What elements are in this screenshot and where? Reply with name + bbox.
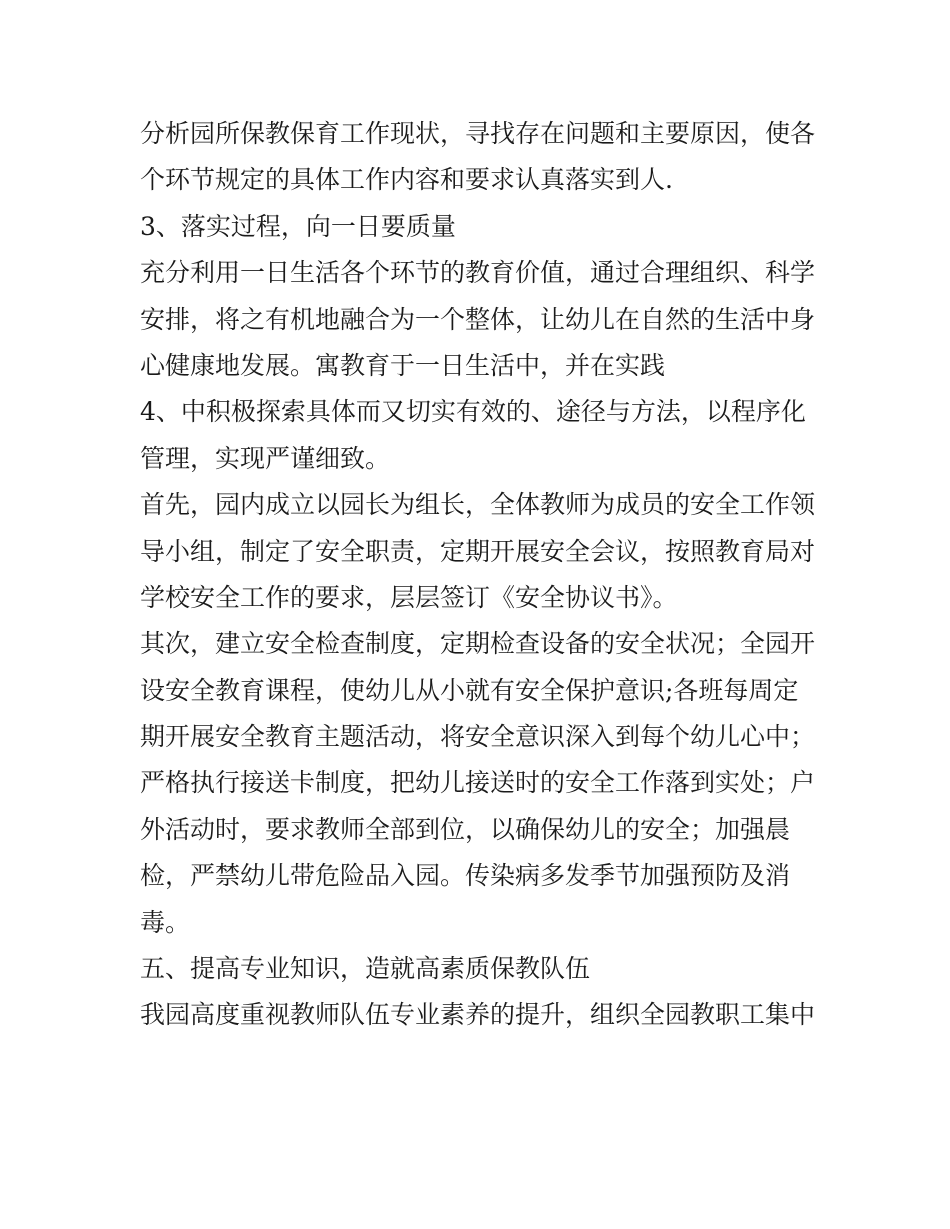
- text-line: 其次，建立安全检查制度，定期检查设备的安全状况；全园开: [140, 629, 816, 659]
- text-line: 严格执行接送卡制度，把幼儿接送时的安全工作落到实处；户: [140, 768, 816, 798]
- text-line: 我园高度重视教师队伍专业素养的提升，组织全园教职工集中: [140, 1000, 816, 1030]
- text-line: 学校安全工作的要求，层层签订《安全协议书》。: [140, 582, 678, 612]
- text-line: 分析园所保教保育工作现状，寻找存在问题和主要原因，使各: [140, 119, 816, 148]
- text-line: 首先，园内成立以园长为组长，全体教师为成员的安全工作领: [140, 490, 816, 520]
- text-line: 毒。: [140, 907, 191, 937]
- text-line: 个环节规定的具体工作内容和要求认真落实到人.: [140, 165, 673, 195]
- text-line: 导小组，制定了安全职责，定期开展安全会议，按照教育局对: [140, 536, 816, 566]
- text-line: 心健康地发展。寓教育于一日生活中，并在实践: [140, 350, 666, 380]
- text-line: 充分利用一日生活各个环节的教育价值，通过合理组织、科学: [140, 258, 816, 288]
- text-line: 设安全教育课程，使幼儿从小就有安全保护意识;各班每周定: [140, 675, 799, 705]
- section-heading: 4、中积极探索具体而又切实有效的、途径与方法，以程序化: [140, 397, 806, 427]
- text-line: 期开展安全教育主题活动，将安全意识深入到每个幼儿心中；: [140, 722, 816, 752]
- text-line: 外活动时，要求教师全部到位，以确保幼儿的安全；加强晨: [140, 814, 791, 844]
- text-line: 检，严禁幼儿带危险品入园。传染病多发季节加强预防及消: [140, 861, 791, 891]
- section-heading: 五、提高专业知识，造就高素质保教队伍: [140, 954, 591, 984]
- document-body: [140, 111, 820, 1039]
- text-line: 安排，将之有机地融合为一个整体，让幼儿在自然的生活中身: [140, 304, 816, 334]
- section-heading: 3、落实过程，向一日要质量: [140, 211, 456, 241]
- text-line: 管理，实现严谨细致。: [140, 443, 391, 473]
